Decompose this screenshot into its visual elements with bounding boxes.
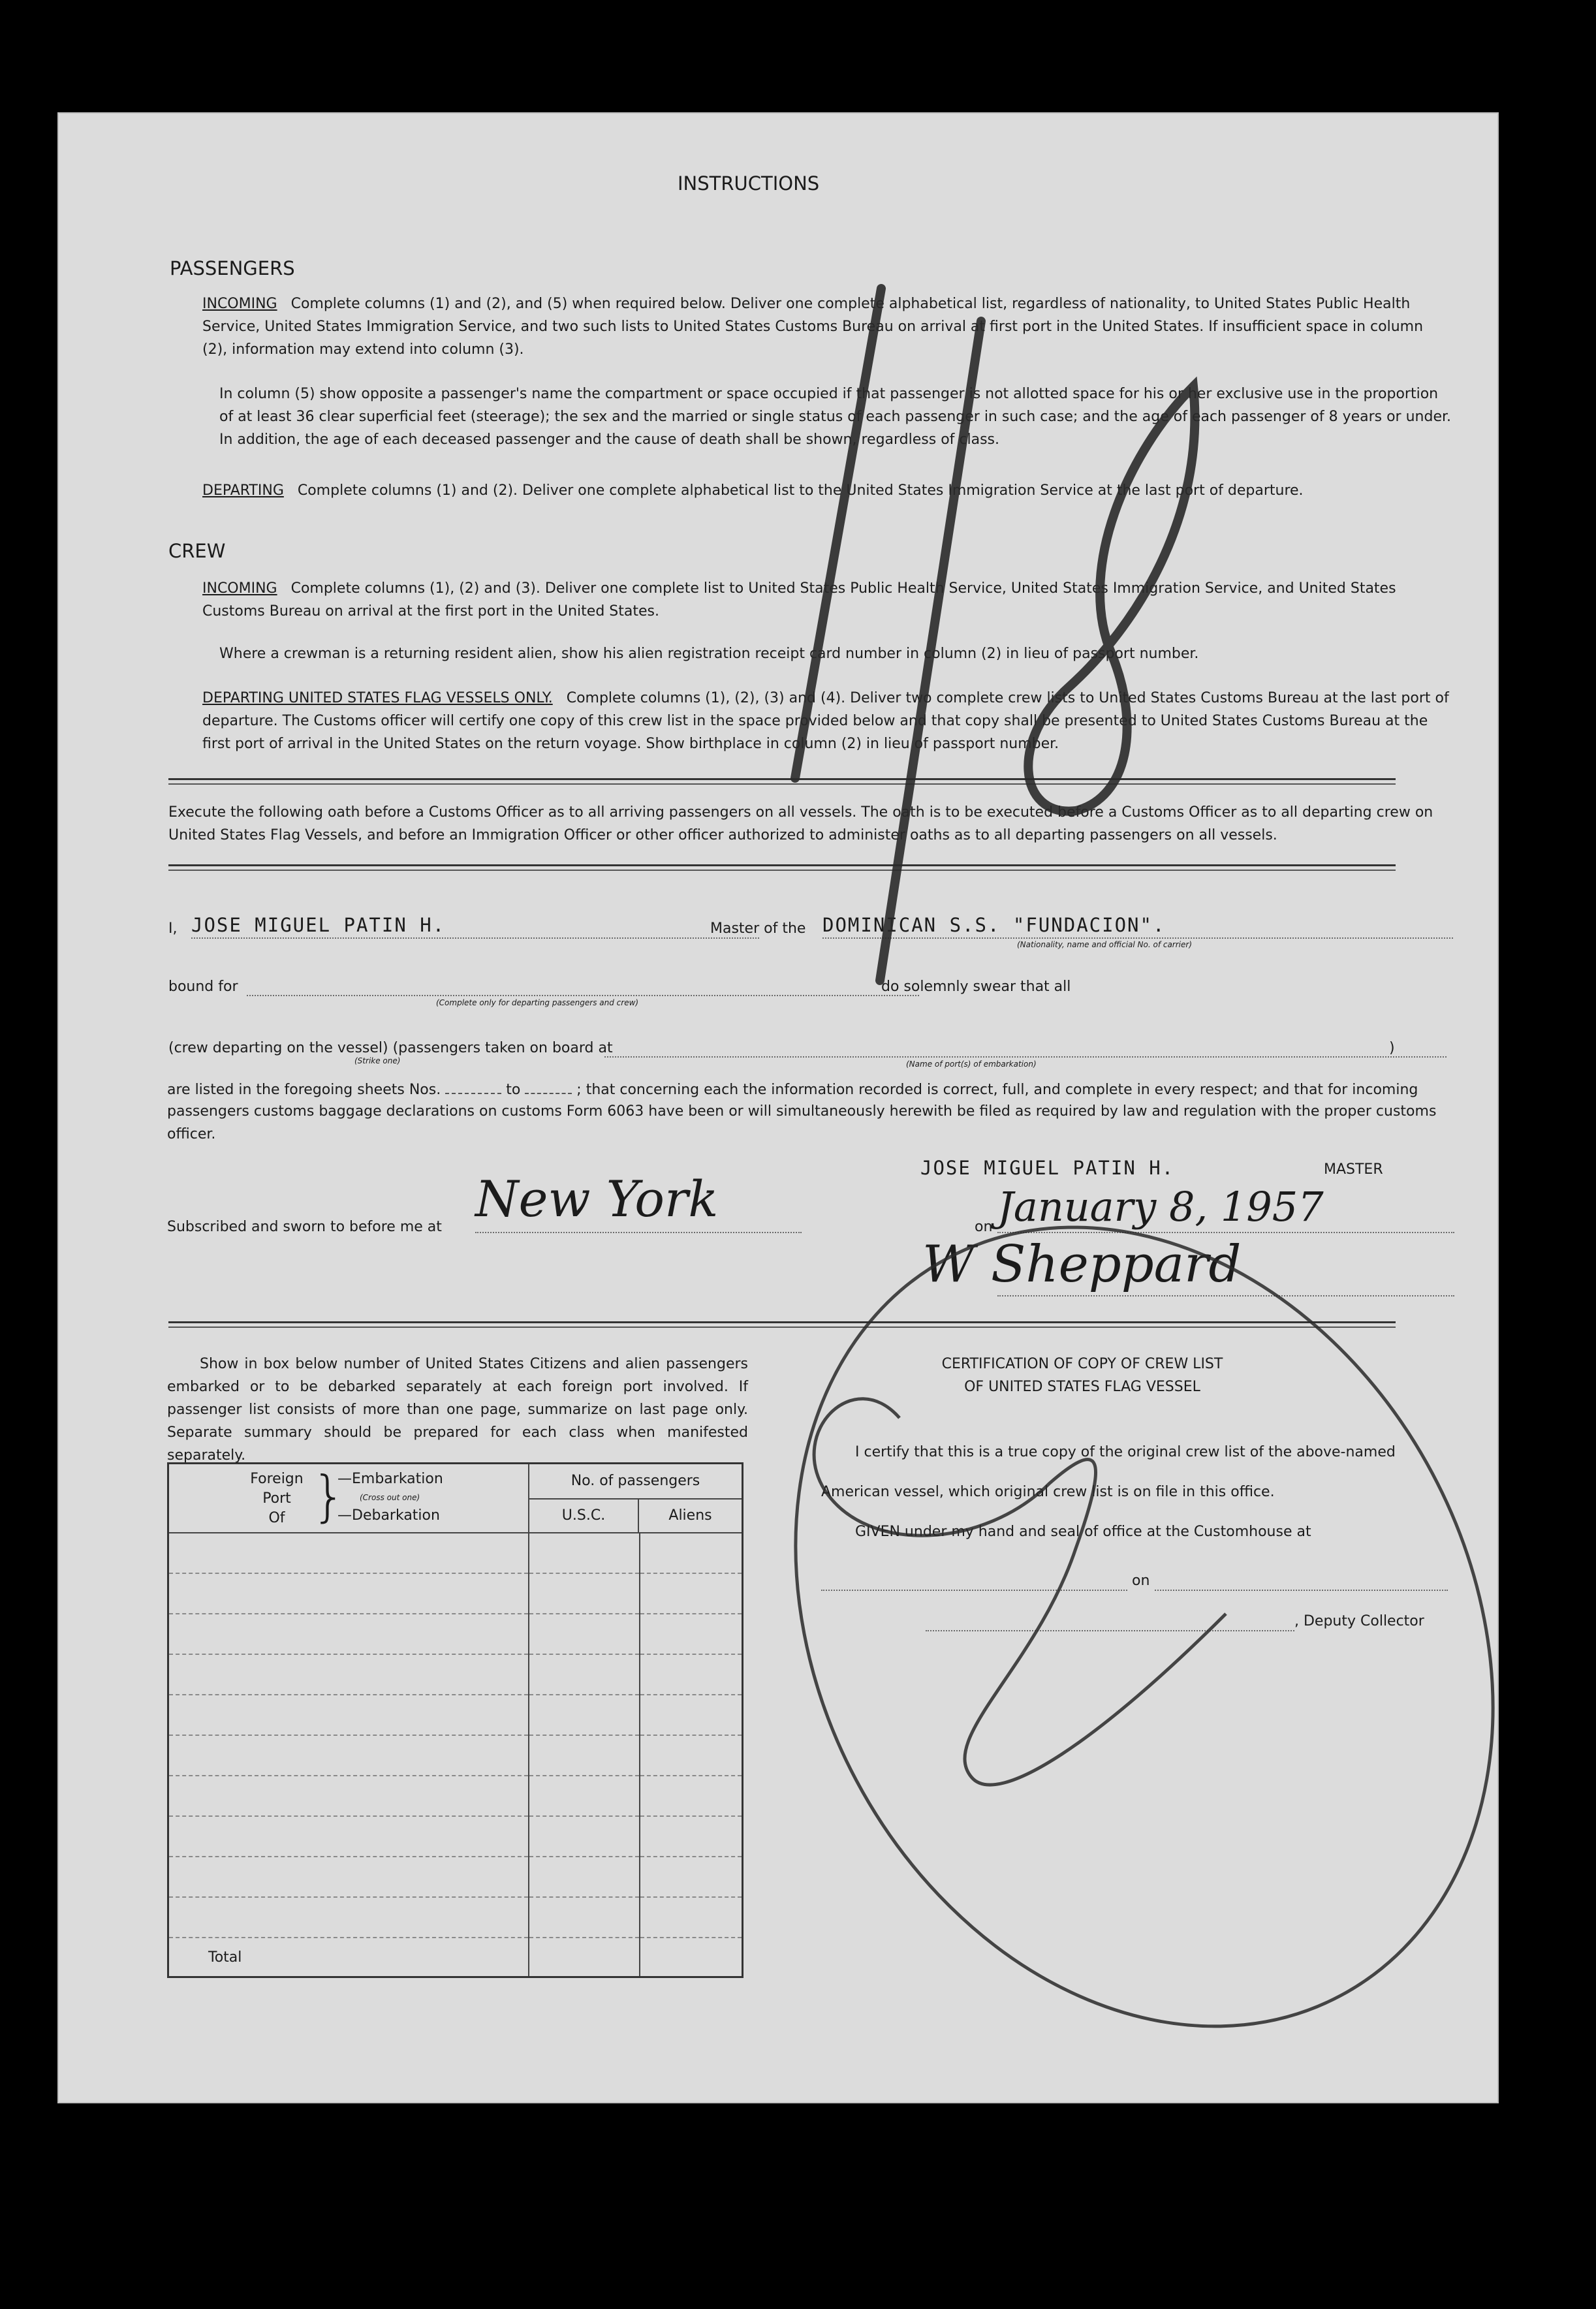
crew-incoming-label: INCOMING — [202, 580, 277, 597]
page-title: INSTRUCTIONS — [678, 172, 820, 195]
certification-on-label: on — [1128, 1569, 1153, 1592]
debarkation-label[interactable]: —Debarkation — [337, 1507, 440, 1524]
vessel-field[interactable]: DOMINICAN S.S. "FUNDACION". — [822, 914, 1166, 936]
certify-text-1: I certify that this is a true copy of the original crew list of the above-named — [855, 1444, 1396, 1460]
digit-8-stroke — [1028, 386, 1195, 811]
swear-label: do solemnly swear that all — [881, 979, 1071, 995]
subscribed-label: Subscribed and sworn to before me at — [167, 1219, 442, 1235]
embarkation-label[interactable]: —Embarkation — [337, 1471, 443, 1487]
passengers-incoming-label: INCOMING — [202, 296, 277, 312]
aliens-header: Aliens — [668, 1507, 712, 1524]
sheets-text: are listed in the foregoing sheets Nos. — [167, 1082, 441, 1098]
master-label: MASTER — [1324, 1161, 1383, 1178]
crew-resident-paragraph: Where a crewman is a returning resident alien, show his alien registration receipt card number in column (2) in lieu of passport number. — [219, 646, 1199, 662]
crew-departing-label: (crew departing on the vessel) (passengers taken on board at — [168, 1040, 613, 1056]
total-label: Total — [208, 1949, 242, 1966]
sheets-text-b: ; that concerning each the information recorded is correct, full, and complete in every respect; and that for incoming — [576, 1082, 1418, 1098]
given-text: GIVEN under my hand and seal of office at the Customhouse at — [855, 1524, 1311, 1540]
passengers-incoming-text: Complete columns (1) and (2), and (5) when required below. Deliver one complete alphabetical list, regardless of nationality, to United States Public Health Service, United States Immigration Service, and two such lists to United States Customs Bureau on arrival at first port in the United States. If insufficient space in column (2), information may extend into column (3). — [202, 296, 1424, 358]
usc-header: U.S.C. — [529, 1500, 639, 1532]
digit-2-stroke — [814, 1399, 1226, 1785]
crew-departing-text: Complete columns (1), (2), (3) and (4). Deliver two complete crew lists to United States Customs Bureau at the last port of departure. The Customs officer will certify one copy of this crew list in the space provided below and that copy shall be presented to United States Customs Bureau at the first port of arrival in the United States on the return voyage. Show birthplace in column (2) in lieu of passport number. — [202, 690, 1449, 752]
baggage-text: passengers customs baggage declarations on customs Form 6063 have been or will simultaneously herewith be filed as required by law and regulation with the proper customs officer. — [167, 1103, 1437, 1142]
foreign-word: Foreign — [250, 1471, 304, 1487]
crew-heading: CREW — [168, 540, 226, 562]
bound-for-label: bound for — [168, 979, 238, 995]
manifest-page — [57, 112, 1499, 2103]
no-of-passengers-label: No. of passengers — [529, 1464, 742, 1500]
oath-i-label: I, — [168, 920, 178, 937]
oath-intro: Execute the following oath before a Customs Officer as to all arriving passengers on all vessels. The oath is to be executed before a Customs Officer as to all departing crew on United States Flag Vessels, and before an Immigration Officer or other officer authorized to administer oaths as to all departing passengers on all vessels. — [168, 804, 1433, 843]
certification-title-line1: CERTIFICATION OF COPY OF CREW LIST — [941, 1356, 1223, 1372]
crew-incoming-text: Complete columns (1), (2) and (3). Deliver one complete list to United States Public Health Service, United States Immigration Service, and United States Customs Bureau on arrival at the first port in the United States. — [202, 580, 1396, 620]
brace-icon: } — [311, 1464, 347, 1528]
strike-caption: (Strike one) — [354, 1056, 401, 1065]
vessel-caption: (Nationality, name and official No. of carrier) — [1017, 940, 1193, 949]
master-name-field[interactable]: JOSE MIGUEL PATIN H. — [191, 914, 446, 936]
cross-out-caption: (Cross out one) — [360, 1493, 420, 1502]
grease-pencil-marks — [57, 112, 1499, 2103]
bound-caption: (Complete only for departing passengers and crew) — [436, 998, 639, 1007]
port-word: Port — [262, 1490, 291, 1507]
passengers-heading: PASSENGERS — [170, 257, 295, 279]
of-word: Of — [268, 1510, 285, 1526]
passengers-departing-label: DEPARTING — [202, 482, 284, 499]
summary-instructions: Show in box below number of United States Citizens and alien passengers embarked or to be debarked separately at each foreign port involved. If passenger list consists of more than one page, summarize on last page only. Separate summary should be prepared for each class when manifested separately. — [167, 1356, 748, 1464]
certification-title-line2: OF UNITED STATES FLAG VESSEL — [964, 1379, 1200, 1395]
passengers-departing-text: Complete columns (1) and (2). Deliver one complete alphabetical list to the United States Immigration Service at the last port of departure. — [297, 482, 1304, 499]
digit-1-stroke — [795, 289, 881, 778]
deputy-collector-label: , Deputy Collector — [1294, 1613, 1424, 1629]
master-of-label: Master of the — [710, 920, 806, 937]
sworn-place-handwritten: New York — [475, 1170, 719, 1228]
digit-1-stroke — [880, 321, 981, 981]
embark-caption: (Name of port(s) of embarkation) — [906, 1060, 1037, 1069]
on-label: on — [975, 1219, 993, 1235]
certify-text-2: American vessel, which original crew list is on file in this office. — [821, 1484, 1275, 1500]
close-paren: ) — [1389, 1040, 1395, 1056]
officer-signature: W Sheppard — [922, 1235, 1242, 1294]
sheets-to-label: to — [506, 1082, 521, 1098]
sworn-date-handwritten: January 8, 1957 — [997, 1183, 1324, 1231]
crew-departing-label: DEPARTING UNITED STATES FLAG VESSELS ONLY. — [202, 690, 553, 706]
master-typed-signature: JOSE MIGUEL PATIN H. — [920, 1157, 1175, 1179]
passengers-column5-paragraph: In column (5) show opposite a passenger's name the compartment or space occupied if that passenger is not allotted space for his or her exclusive use in the proportion of at least 36 clear superficial feet (steerage); the sex and the married or single status of each passenger in such case; and the age of each passenger of 8 years or under. In addition, the age of each deceased passenger and the cause of death shall be shown, regardless of class. — [219, 386, 1452, 448]
circle-stroke — [660, 1105, 1499, 2103]
